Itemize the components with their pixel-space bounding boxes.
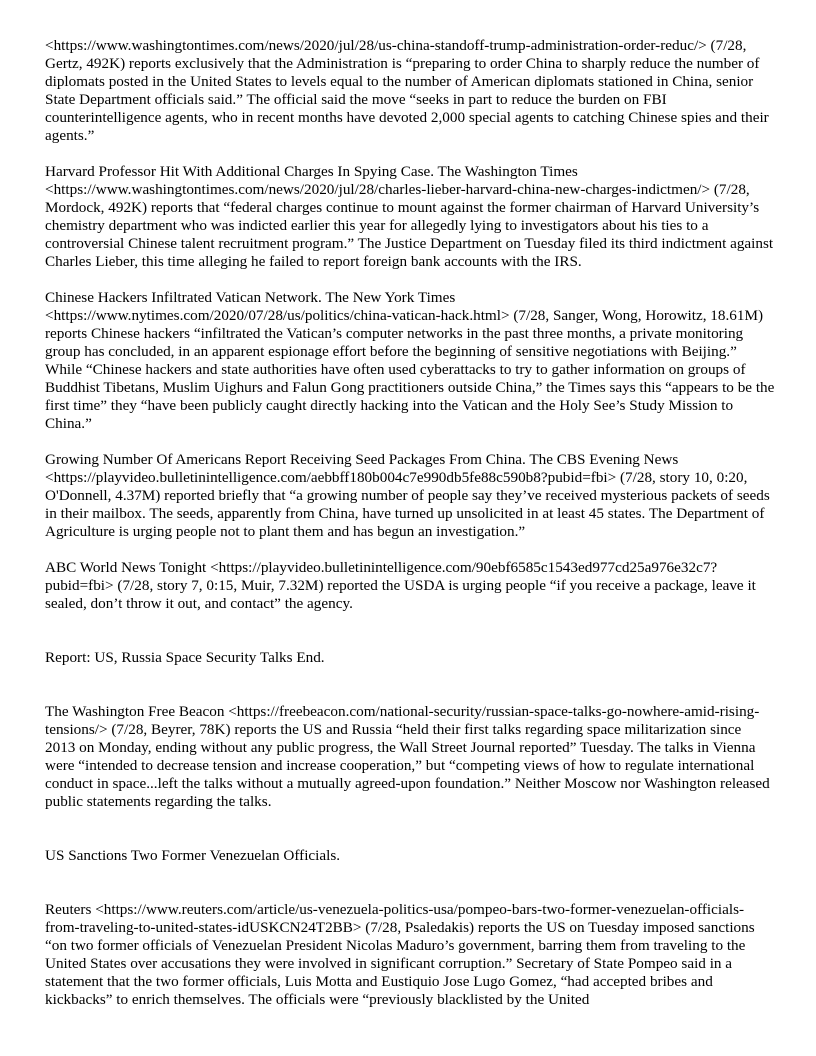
paragraph-venezuela-sanctions: Reuters <https://www.reuters.com/article/us-venezuela-politics-usa/pompeo-bars-two-former-venezuelan-officials-from-traveling-to-united-states-idUSKCN24T2BB> (7/28, Psaledakis) reports the US on Tuesday imposed sanctions “on two former officials of Venezuelan President Nicolas Maduro’s government, barring them from traveling to the United States over accusations they were involved in significant corruption.” Secretary of State Pompeo said in a statement that the two former officials, Luis Motta and Eustiquio Jose Lugo Gomez, “had accepted bribes and kickbacks” to enrich themselves. The officials were “previously blacklisted by the United [45,901,755,1008]
paragraph-china-diplomats: <https://www.washingtontimes.com/news/2020/jul/28/us-china-standoff-trump-administration-order-reduc/> (7/28, Gertz, 492K) reports exclusively that the Administration is “preparing to order China to sharply reduce the number of diplomats posted in the United States to levels equal to the number of American diplomats stationed in China, senior State Department officials said.” The official said the move “seeks in part to reduce the burden on FBI counterintelligence agents, who in recent months have devoted 2,000 special agents to catching Chinese spies and their agents.” [45,37,769,144]
paragraph-seed-packages: Growing Number Of Americans Report Receiving Seed Packages From China. The CBS Evening News <https://playvideo.bulletinintelligence.com/aebbff180b004c7e990db5fe88c590b8?pubid=fbi> (7/28, story 10, 0:20, O'Donnell, 4.37M) reported briefly that “a growing number of people say they’ve received mysterious packets of seeds in their mailbox. The seeds, apparently from China, have turned up unsolicited in at least 45 states. The Department of Agriculture is urging people not to plant them and has begun an investigation.” [45,451,770,540]
paragraph-space-talks: The Washington Free Beacon <https://freebeacon.com/national-security/russian-space-talks-go-nowhere-amid-rising-tensions/> (7/28, Beyrer, 78K) reports the US and Russia “held their first talks regarding space militarization since 2013 on Monday, ending without any public progress, the Wall Street Journal reported” Tuesday. The talks in Vienna were “intended to decrease tension and increase cooperation,” but “competing views of how to regulate international conduct in space...left the talks without a mutually agreed-upon foundation.” Neither Moscow nor Washington released public statements regarding the talks. [45,703,770,810]
section-heading-space-talks: Report: US, Russia Space Security Talks End. [45,649,325,666]
paragraph-harvard-lieber: Harvard Professor Hit With Additional Charges In Spying Case. The Washington Times <https://www.washingtontimes.com/news/2020/jul/28/charles-lieber-harvard-china-new-charges-indictmen/> (7/28, Mordock, 492K) reports that “federal charges continue to mount against the former chairman of Harvard University’s chemistry department who was indicted earlier this year for allegedly lying to investigators about his ties to a controversial Chinese talent recruitment program.” The Justice Department on Tuesday filed its third indictment against Charles Lieber, this time alleging he failed to report foreign bank accounts with the IRS. [45,163,774,270]
document-page [45,37,775,1027]
paragraph-vatican-hack: Chinese Hackers Infiltrated Vatican Network. The New York Times <https://www.nytimes.com/2020/07/28/us/politics/china-vatican-hack.html> (7/28, Sanger, Wong, Horowitz, 18.61M) reports Chinese hackers “infiltrated the Vatican’s computer networks in the past three months, a private monitoring group has concluded, in an apparent espionage effort before the beginning of sensitive negotiations with Beijing.” While “Chinese hackers and state authorities have often used cyberattacks to try to gather information on groups of Buddhist Tibetans, Muslim Uighurs and Falun Gong practitioners outside China,” the Times says this “appears to be the first time” they “have been publicly caught directly hacking into the Vatican and the Holy See’s Study Mission to China.” [45,289,775,432]
paragraph-abc-usda: ABC World News Tonight <https://playvideo.bulletinintelligence.com/90ebf6585c1543ed977cd25a976e32c7?pubid=fbi> (7/28, story 7, 0:15, Muir, 7.32M) reported the USDA is urging people “if you receive a package, leave it sealed, don’t throw it out, and contact” the agency. [45,559,756,612]
section-heading-venezuela-sanctions: US Sanctions Two Former Venezuelan Officials. [45,847,341,864]
